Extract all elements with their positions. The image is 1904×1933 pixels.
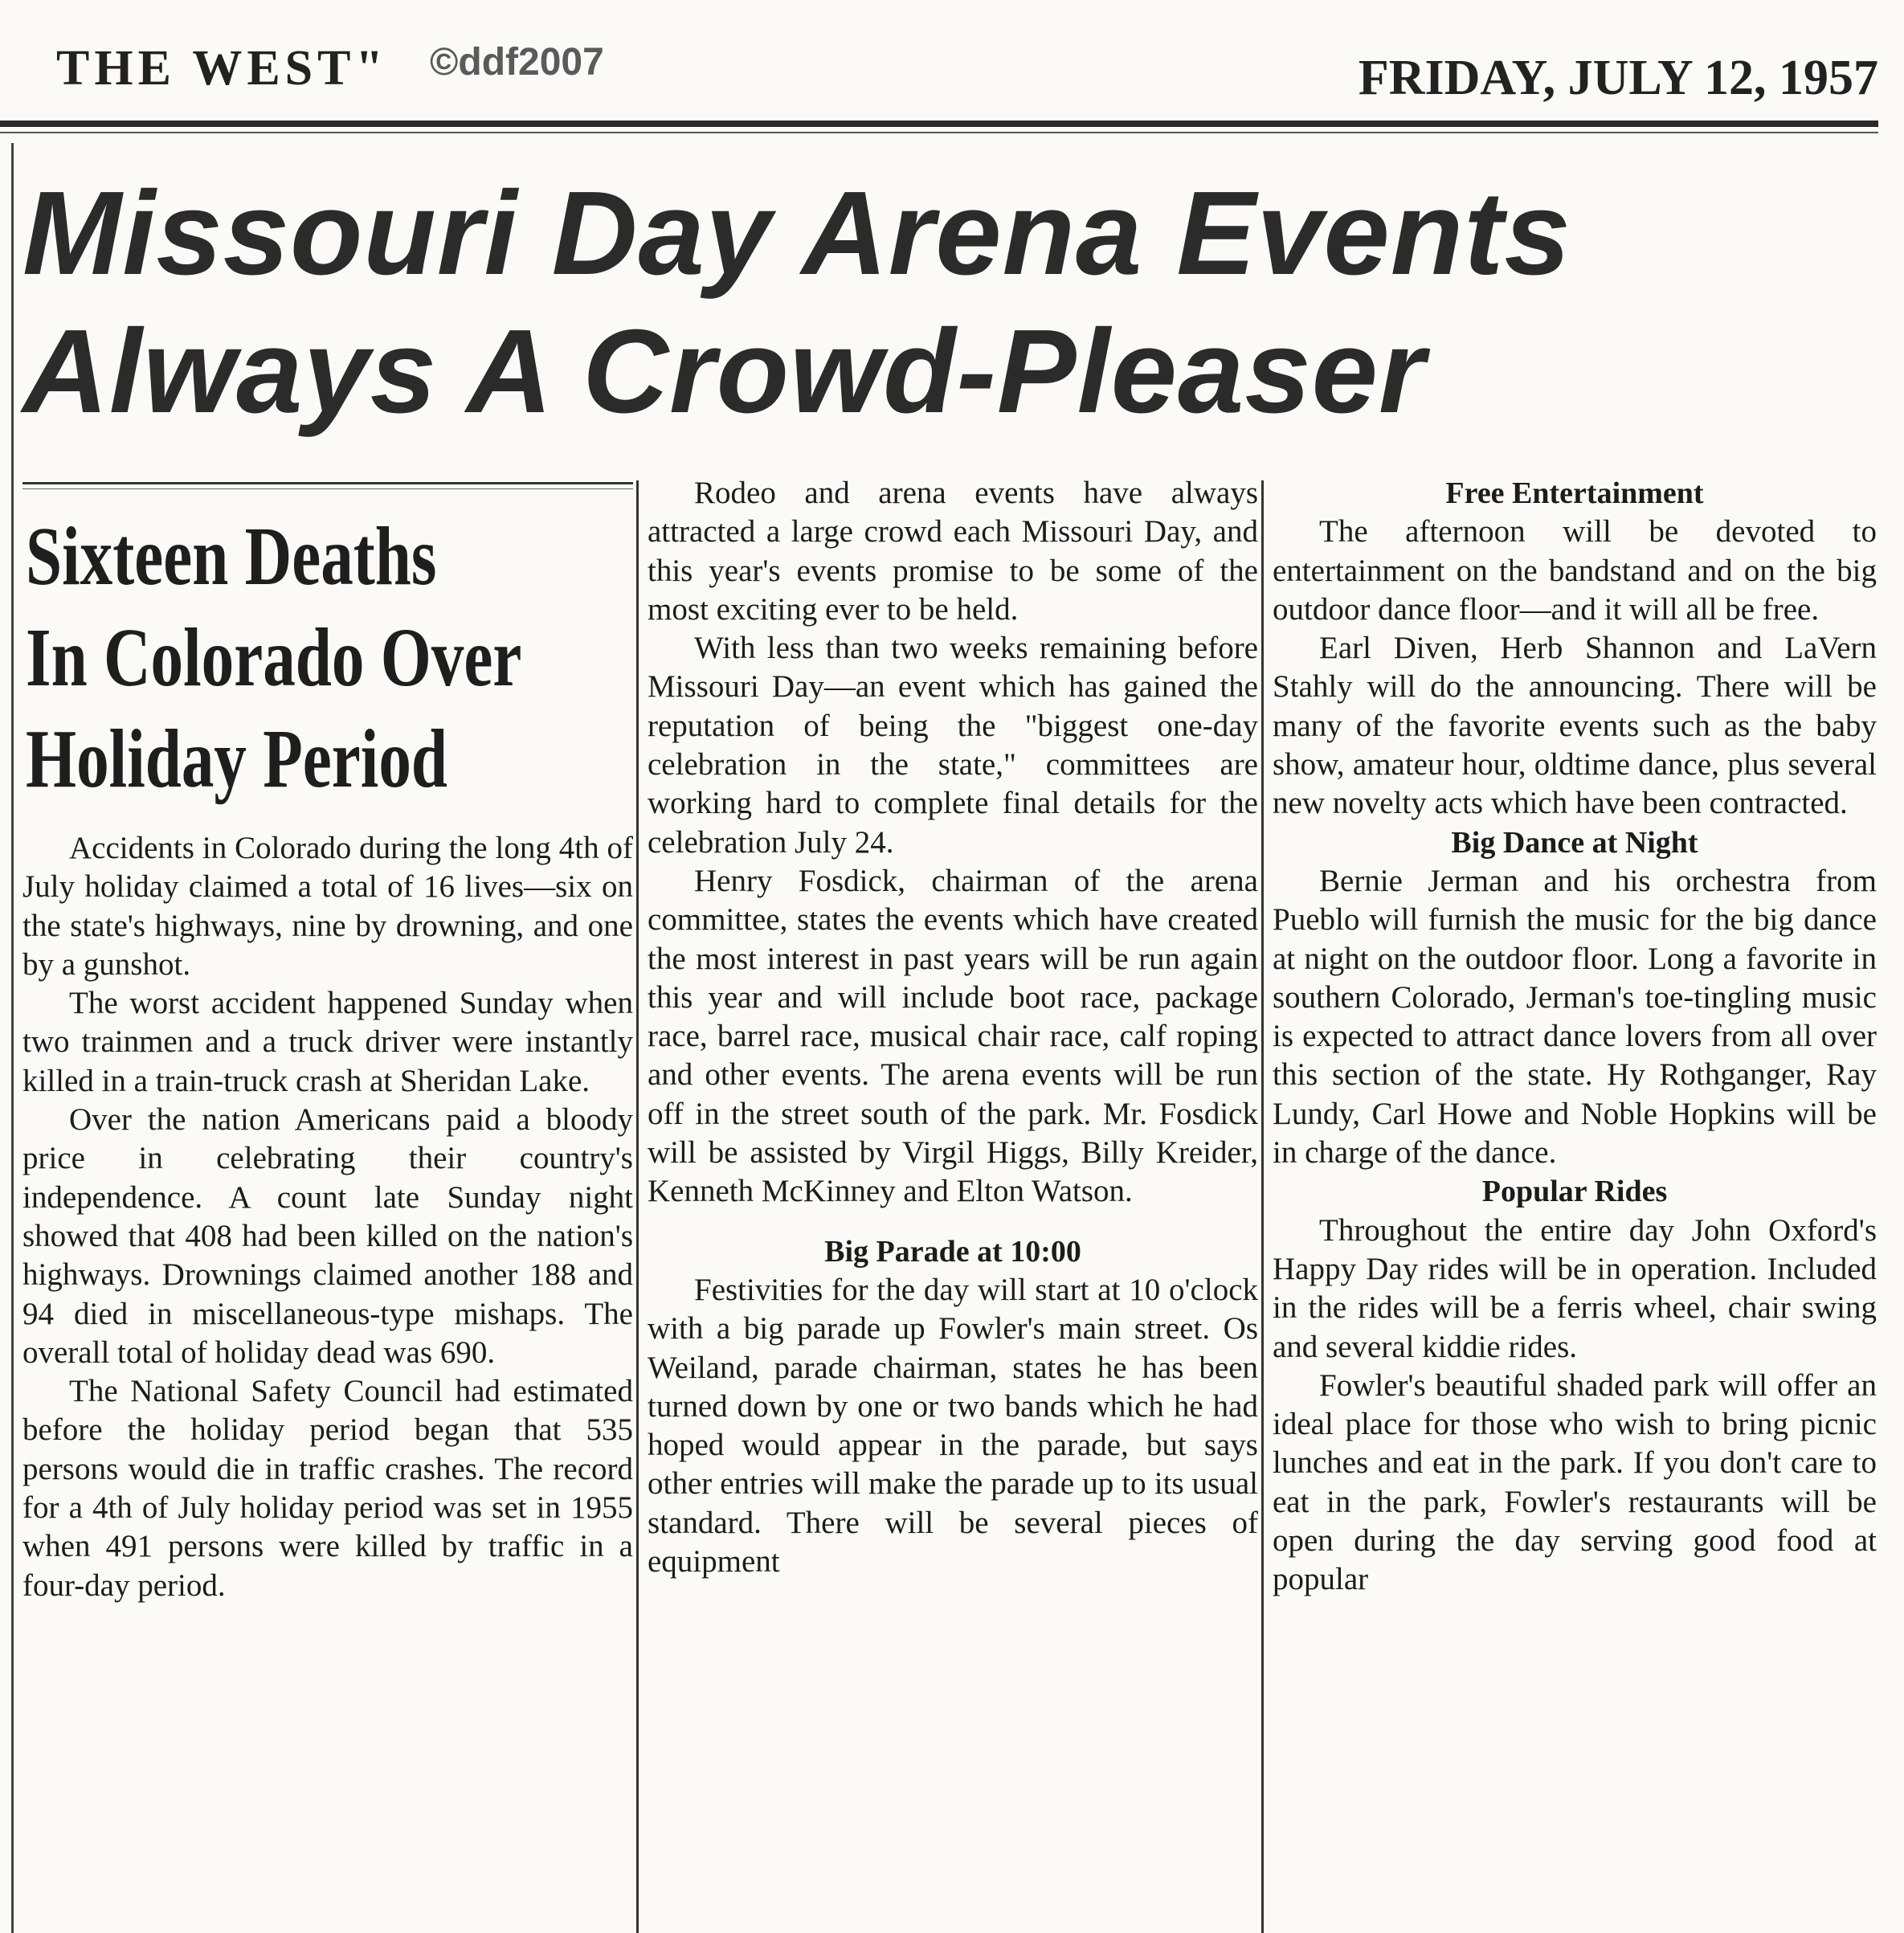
article-body	[1273, 474, 1877, 1600]
masthead	[0, 40, 1904, 121]
paragraph: Bernie Jerman and his orchestra from Pueblo will furnish the music for the big dance at night on the outdoor floor. Long a favorite in southern Colorado, Jerman's toe-tingling music is expected to attract dance lovers from all over this section of the state. Hy Rothganger, Ray Lundy, Carl Howe and Noble Hopkins will be in charge of the dance.	[1273, 863, 1877, 1171]
paragraph: Henry Fosdick, chairman of the arena committee, states the events which have created the most interest in past years will be run again this year and will include boot race, package race, barrel race, musical chair race, calf roping and other events. The arena events will be run off in the street south of the park. Mr. Fosdick will be assisted by Virgil Higgs, Billy Kreider, Kenneth McKinney and Elton Watson.	[648, 863, 1258, 1209]
article-body	[22, 829, 633, 1605]
paragraph: The afternoon will be devoted to entertainment on the bandstand and on the big outdoor dance floor—and it will all be free.	[1273, 514, 1877, 627]
copyright-watermark: ©ddf2007	[430, 41, 604, 84]
paragraph: Fowler's beautiful shaded park will offer an ideal place for those who wish to bring picnic lunches and eat in the park. If you don't care to eat in the park, Fowler's restaurants will be open during the day serving good food at popular	[1273, 1367, 1877, 1597]
article-headline-line: Sixteen Deaths	[26, 510, 437, 603]
column-left	[22, 474, 633, 1605]
column-divider-2	[1261, 480, 1264, 1933]
headline-line-2: Always A Crowd-Pleaser	[22, 305, 1426, 438]
subhead-popular-rides: Popular Rides	[1481, 1175, 1668, 1209]
main-headline	[22, 165, 1886, 441]
masthead-rule-thin	[0, 132, 1878, 133]
headline-line-1: Missouri Day Arena Events	[22, 167, 1571, 300]
paragraph: Rodeo and arena events have always attracted a large crowd each Missouri Day, and this year's events promise to be some of the most exciting ever to be held.	[648, 476, 1258, 627]
paragraph: With less than two weeks remaining before Missouri Day—an event which has gained the reputation of being the "biggest one-day celebration in the state," committees are working hard to complete final details for the celebration July 24.	[648, 631, 1258, 860]
column-middle	[648, 474, 1258, 1581]
masthead-rule	[0, 121, 1878, 127]
page-left-border	[11, 143, 14, 1933]
subhead-big-dance: Big Dance at Night	[1451, 825, 1698, 860]
paragraph: Over the nation Americans paid a bloody price in celebrating their country's independence. A count late Sunday night showed that 408 had been killed on the nation's highways. Drownings claimed another 188 and 94 died in miscellaneous-type mishaps. The overall total of holiday dead was 690.	[22, 1102, 633, 1370]
paragraph: Earl Diven, Herb Shannon and LaVern Stahly will do the announcing. There will be many of the favorite events such as the baby show, amateur hour, oldtime dance, plus several new novelty acts which have been contracted.	[1273, 631, 1877, 821]
paragraph: Festivities for the day will start at 10 o'clock with a big parade up Fowler's main street. Os Weiland, parade chairman, states he has been turned down by one or two bands which he had hoped would appear in the parade, but says other entries will make the parade up to its usual standard. There will be several pieces of equipment	[648, 1272, 1258, 1580]
subhead-free-entertainment: Free Entertainment	[1445, 476, 1704, 510]
paragraph: Throughout the entire day John Oxford's Happy Day rides will be in operation. Included in the rides will be a ferris wheel, chair swing and several kiddie rides.	[1273, 1212, 1877, 1364]
issue-date: FRIDAY, JULY 12, 1957	[1358, 51, 1878, 105]
article-headline	[26, 506, 522, 811]
subhead-parade: Big Parade at 10:00	[824, 1234, 1081, 1269]
article-body	[648, 474, 1258, 1581]
column-right	[1273, 474, 1877, 1600]
paper-name: THE WEST"	[56, 41, 388, 96]
article-headline-line: In Colorado Over	[26, 611, 522, 704]
paragraph: The worst accident happened Sunday when two trainmen and a truck driver were instantly killed in a train-truck crash at Sheridan Lake.	[22, 986, 633, 1098]
spacer	[648, 1212, 1258, 1232]
column-divider-1	[636, 480, 639, 1933]
paragraph: Accidents in Colorado during the long 4th of July holiday claimed a total of 16 lives—six on the state's highways, nine by drowning, and one by a gunshot.	[22, 831, 633, 982]
paragraph: The National Safety Council had estimated before the holiday period began that 535 persons would die in traffic crashes. The record for a 4th of July holiday period was set in 1955 when 491 persons were killed by traffic in a four-day period.	[22, 1374, 633, 1603]
article-headline-line: Holiday Period	[26, 713, 448, 805]
